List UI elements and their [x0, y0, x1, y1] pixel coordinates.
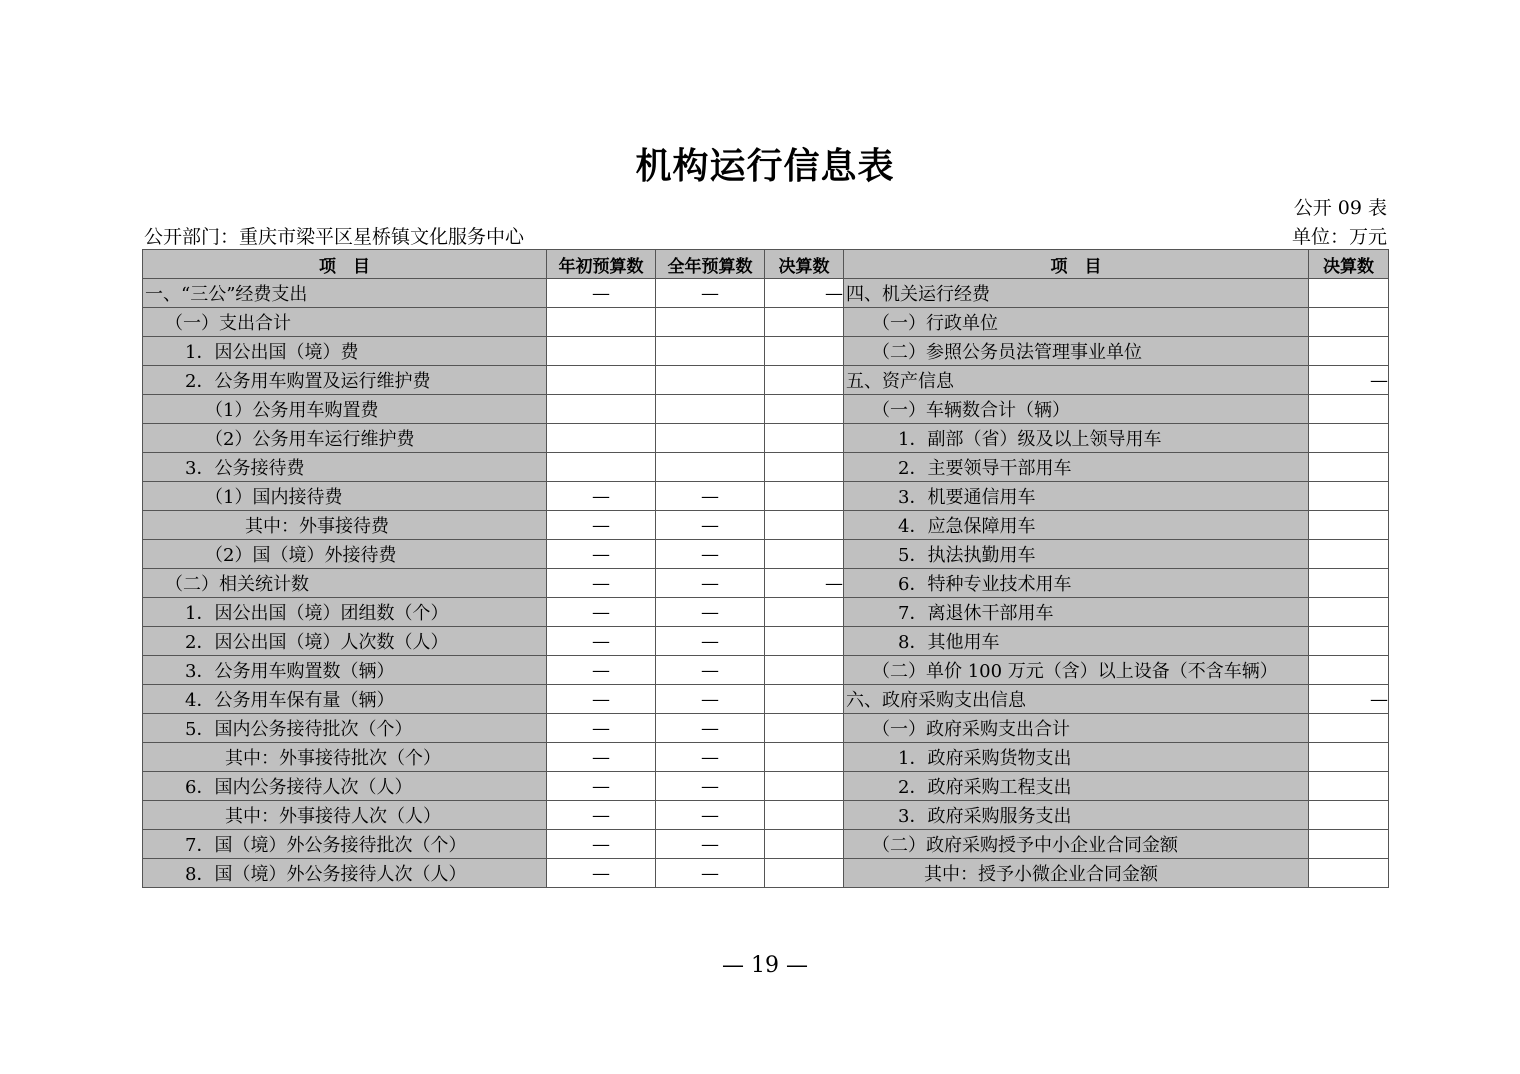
left-item-label: 1．因公出国（境）费 [143, 337, 547, 366]
budget-initial-value: — [547, 511, 656, 540]
right-item-label: 五、资产信息 [844, 366, 1309, 395]
table-row [143, 598, 1389, 627]
final-value [765, 540, 844, 569]
final-value [765, 366, 844, 395]
final-right-value [1309, 453, 1389, 482]
final-value [765, 424, 844, 453]
table-row [143, 656, 1389, 685]
left-item-label: （一）支出合计 [143, 308, 547, 337]
budget-full-value [656, 453, 765, 482]
table-row [143, 395, 1389, 424]
budget-full-value: — [656, 830, 765, 859]
budget-full-value: — [656, 511, 765, 540]
header-item-right: 项 目 [844, 250, 1309, 279]
right-item-label: 六、政府采购支出信息 [844, 685, 1309, 714]
final-right-value [1309, 627, 1389, 656]
final-right-value [1309, 337, 1389, 366]
final-right-value [1309, 308, 1389, 337]
header-final-right: 决算数 [1309, 250, 1389, 279]
final-value [765, 685, 844, 714]
final-value [765, 743, 844, 772]
final-right-value [1309, 743, 1389, 772]
budget-initial-value: — [547, 540, 656, 569]
left-item-label: 其中：外事接待批次（个） [143, 743, 547, 772]
header-final: 决算数 [765, 250, 844, 279]
left-item-label: 6．国内公务接待人次（人） [143, 772, 547, 801]
left-item-label: （1）公务用车购置费 [143, 395, 547, 424]
left-item-label: 3．公务接待费 [143, 453, 547, 482]
final-right-value [1309, 511, 1389, 540]
budget-full-value: — [656, 656, 765, 685]
budget-initial-value: — [547, 772, 656, 801]
budget-full-value [656, 308, 765, 337]
budget-initial-value: — [547, 685, 656, 714]
left-item-label: 1．因公出国（境）团组数（个） [143, 598, 547, 627]
final-right-value: — [1309, 685, 1389, 714]
table-row [143, 453, 1389, 482]
final-value [765, 656, 844, 685]
header-budget-initial: 年初预算数 [547, 250, 656, 279]
right-item-label: （一）车辆数合计（辆） [844, 395, 1309, 424]
right-item-label: （一）政府采购支出合计 [844, 714, 1309, 743]
right-item-label: 2．政府采购工程支出 [844, 772, 1309, 801]
budget-full-value: — [656, 801, 765, 830]
budget-full-value [656, 424, 765, 453]
budget-full-value: — [656, 279, 765, 308]
final-value: — [765, 569, 844, 598]
final-right-value [1309, 859, 1389, 888]
right-item-label: 3．机要通信用车 [844, 482, 1309, 511]
budget-initial-value: — [547, 279, 656, 308]
right-item-label: （二）政府采购授予中小企业合同金额 [844, 830, 1309, 859]
table-row [143, 830, 1389, 859]
left-item-label: 7．国（境）外公务接待批次（个） [143, 830, 547, 859]
table-header-row [143, 250, 1389, 279]
final-value [765, 308, 844, 337]
final-value [765, 830, 844, 859]
right-item-label: 7．离退休干部用车 [844, 598, 1309, 627]
final-value [765, 627, 844, 656]
left-item-label: 2．公务用车购置及运行维护费 [143, 366, 547, 395]
table-row [143, 366, 1389, 395]
final-right-value [1309, 540, 1389, 569]
right-item-label: 8．其他用车 [844, 627, 1309, 656]
final-right-value [1309, 598, 1389, 627]
header-budget-full: 全年预算数 [656, 250, 765, 279]
budget-initial-value [547, 337, 656, 366]
final-right-value [1309, 801, 1389, 830]
budget-initial-value [547, 424, 656, 453]
final-value [765, 337, 844, 366]
table-row [143, 482, 1389, 511]
unit-label: 单位：万元 [1291, 226, 1387, 248]
budget-initial-value [547, 453, 656, 482]
budget-full-value: — [656, 714, 765, 743]
table-row [143, 685, 1389, 714]
budget-full-value: — [656, 569, 765, 598]
left-item-label: 5．国内公务接待批次（个） [143, 714, 547, 743]
left-item-label: 4．公务用车保有量（辆） [143, 685, 547, 714]
budget-initial-value: — [547, 627, 656, 656]
final-value [765, 772, 844, 801]
table-row [143, 772, 1389, 801]
budget-initial-value [547, 308, 656, 337]
table-row [143, 801, 1389, 830]
final-value [765, 714, 844, 743]
final-right-value [1309, 714, 1389, 743]
budget-full-value: — [656, 772, 765, 801]
budget-full-value: — [656, 598, 765, 627]
right-item-label: 1．政府采购货物支出 [844, 743, 1309, 772]
budget-initial-value [547, 395, 656, 424]
left-item-label: 一、“三公”经费支出 [143, 279, 547, 308]
right-item-label: 5．执法执勤用车 [844, 540, 1309, 569]
budget-initial-value: — [547, 801, 656, 830]
final-value [765, 453, 844, 482]
final-value [765, 482, 844, 511]
budget-initial-value [547, 366, 656, 395]
form-number: 公开 09 表 [1293, 197, 1387, 219]
budget-full-value: — [656, 627, 765, 656]
table-row [143, 279, 1389, 308]
table-row [143, 627, 1389, 656]
budget-initial-value: — [547, 482, 656, 511]
right-item-label: 四、机关运行经费 [844, 279, 1309, 308]
final-value [765, 859, 844, 888]
budget-initial-value: — [547, 598, 656, 627]
table-row [143, 859, 1389, 888]
info-table [142, 249, 1389, 888]
budget-full-value: — [656, 743, 765, 772]
left-item-label: 3．公务用车购置数（辆） [143, 656, 547, 685]
final-right-value [1309, 279, 1389, 308]
budget-initial-value: — [547, 656, 656, 685]
left-item-label: （二）相关统计数 [143, 569, 547, 598]
final-right-value [1309, 395, 1389, 424]
header-item: 项 目 [143, 250, 547, 279]
final-value [765, 801, 844, 830]
budget-full-value [656, 366, 765, 395]
final-value [765, 511, 844, 540]
left-item-label: （2）国（境）外接待费 [143, 540, 547, 569]
final-right-value [1309, 424, 1389, 453]
budget-initial-value: — [547, 569, 656, 598]
final-value [765, 598, 844, 627]
table-row [143, 511, 1389, 540]
table-row [143, 569, 1389, 598]
budget-full-value: — [656, 540, 765, 569]
table-row [143, 743, 1389, 772]
budget-full-value [656, 395, 765, 424]
right-item-label: 3．政府采购服务支出 [844, 801, 1309, 830]
left-item-label: 2．因公出国（境）人次数（人） [143, 627, 547, 656]
left-item-label: （2）公务用车运行维护费 [143, 424, 547, 453]
left-item-label: 其中：外事接待人次（人） [143, 801, 547, 830]
right-item-label: （一）行政单位 [844, 308, 1309, 337]
left-item-label: （1）国内接待费 [143, 482, 547, 511]
left-item-label: 其中：外事接待费 [143, 511, 547, 540]
right-item-label: （二）参照公务员法管理事业单位 [844, 337, 1309, 366]
right-item-label: 4．应急保障用车 [844, 511, 1309, 540]
final-right-value [1309, 830, 1389, 859]
table-row [143, 714, 1389, 743]
budget-initial-value: — [547, 859, 656, 888]
final-value: — [765, 279, 844, 308]
right-item-label: 6．特种专业技术用车 [844, 569, 1309, 598]
left-item-label: 8．国（境）外公务接待人次（人） [143, 859, 547, 888]
final-value [765, 395, 844, 424]
final-right-value [1309, 569, 1389, 598]
right-item-label: 2．主要领导干部用车 [844, 453, 1309, 482]
budget-full-value: — [656, 859, 765, 888]
budget-initial-value: — [547, 743, 656, 772]
table-row [143, 337, 1389, 366]
page-title: 机构运行信息表 [635, 146, 895, 187]
department-label: 公开部门：重庆市梁平区星桥镇文化服务中心 [144, 226, 525, 248]
budget-full-value [656, 337, 765, 366]
right-item-label: （二）单价 100 万元（含）以上设备（不含车辆） [844, 656, 1309, 685]
table-row [143, 540, 1389, 569]
final-right-value [1309, 482, 1389, 511]
budget-full-value: — [656, 482, 765, 511]
table-row [143, 424, 1389, 453]
page-number: — 19 — [722, 953, 808, 978]
budget-full-value: — [656, 685, 765, 714]
right-item-label: 1．副部（省）级及以上领导用车 [844, 424, 1309, 453]
budget-initial-value: — [547, 714, 656, 743]
budget-initial-value: — [547, 830, 656, 859]
final-right-value [1309, 656, 1389, 685]
final-right-value: — [1309, 366, 1389, 395]
final-right-value [1309, 772, 1389, 801]
right-item-label: 其中：授予小微企业合同金额 [844, 859, 1309, 888]
table-row [143, 308, 1389, 337]
